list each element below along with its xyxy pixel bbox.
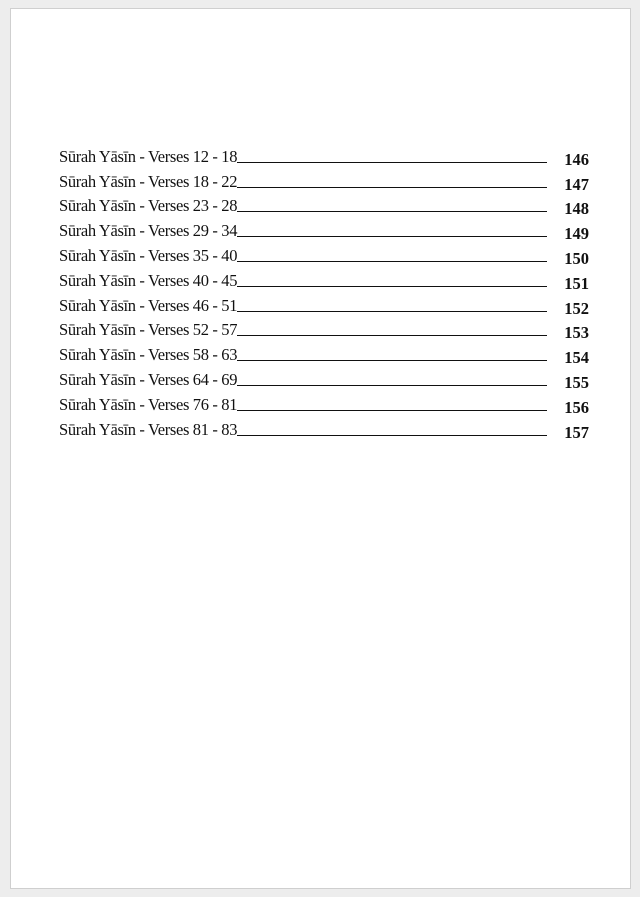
toc-entry-page: 157 xyxy=(564,422,589,442)
toc-leader-line xyxy=(237,384,547,386)
toc-entry-title: Sūrah Yāsīn - Verses 12 - 18 xyxy=(59,146,238,166)
toc-entry xyxy=(59,290,589,318)
toc-entry-page: 152 xyxy=(564,298,589,318)
toc-entry-page: 153 xyxy=(564,323,589,343)
toc-entry xyxy=(59,215,589,244)
toc-entry-title: Sūrah Yāsīn - Verses 52 - 57 xyxy=(59,320,238,340)
table-of-contents xyxy=(59,141,589,442)
toc-entry xyxy=(59,364,589,392)
toc-entry-page: 151 xyxy=(564,273,589,293)
toc-entry-title: Sūrah Yāsīn - Verses 64 - 69 xyxy=(59,369,238,389)
document-page xyxy=(10,8,631,889)
toc-entry xyxy=(59,166,589,194)
toc-leader-line xyxy=(237,359,547,361)
toc-entry-page: 154 xyxy=(564,348,589,368)
toc-entry-title: Sūrah Yāsīn - Verses 40 - 45 xyxy=(59,270,238,290)
toc-entry-title: Sūrah Yāsīn - Verses 76 - 81 xyxy=(59,394,238,414)
toc-entry-title: Sūrah Yāsīn - Verses 46 - 51 xyxy=(59,295,238,315)
toc-entry xyxy=(59,414,589,442)
toc-entry-title: Sūrah Yāsīn - Verses 35 - 40 xyxy=(59,245,238,265)
toc-entry-page: 146 xyxy=(564,149,589,169)
toc-leader-line xyxy=(237,409,547,411)
toc-leader-line xyxy=(237,161,547,163)
toc-leader-line xyxy=(237,310,547,312)
toc-leader-line xyxy=(237,434,547,436)
toc-entry-title: Sūrah Yāsīn - Verses 29 - 34 xyxy=(59,221,238,241)
toc-entry-page: 155 xyxy=(564,372,589,392)
toc-entry xyxy=(59,339,589,368)
toc-entry-title: Sūrah Yāsīn - Verses 23 - 28 xyxy=(59,196,238,216)
toc-entry-title: Sūrah Yāsīn - Verses 18 - 22 xyxy=(59,171,238,191)
toc-leader-line xyxy=(237,210,547,212)
toc-leader-line xyxy=(237,260,547,262)
toc-entry-page: 148 xyxy=(564,199,589,219)
toc-leader-line xyxy=(237,285,547,287)
toc-entry-page: 156 xyxy=(564,397,589,417)
toc-entry xyxy=(59,389,589,417)
toc-entry xyxy=(59,141,589,169)
toc-entry xyxy=(59,191,589,219)
toc-entry-page: 150 xyxy=(564,248,589,268)
toc-entry xyxy=(59,240,589,268)
toc-entry-page: 147 xyxy=(564,174,589,194)
toc-entry xyxy=(59,265,589,293)
toc-entry xyxy=(59,315,589,343)
toc-entry-title: Sūrah Yāsīn - Verses 58 - 63 xyxy=(59,345,238,365)
toc-leader-line xyxy=(237,186,547,188)
toc-entry-title: Sūrah Yāsīn - Verses 81 - 83 xyxy=(59,419,238,439)
toc-entry-page: 149 xyxy=(564,224,589,244)
toc-leader-line xyxy=(237,334,547,336)
toc-leader-line xyxy=(237,235,547,237)
